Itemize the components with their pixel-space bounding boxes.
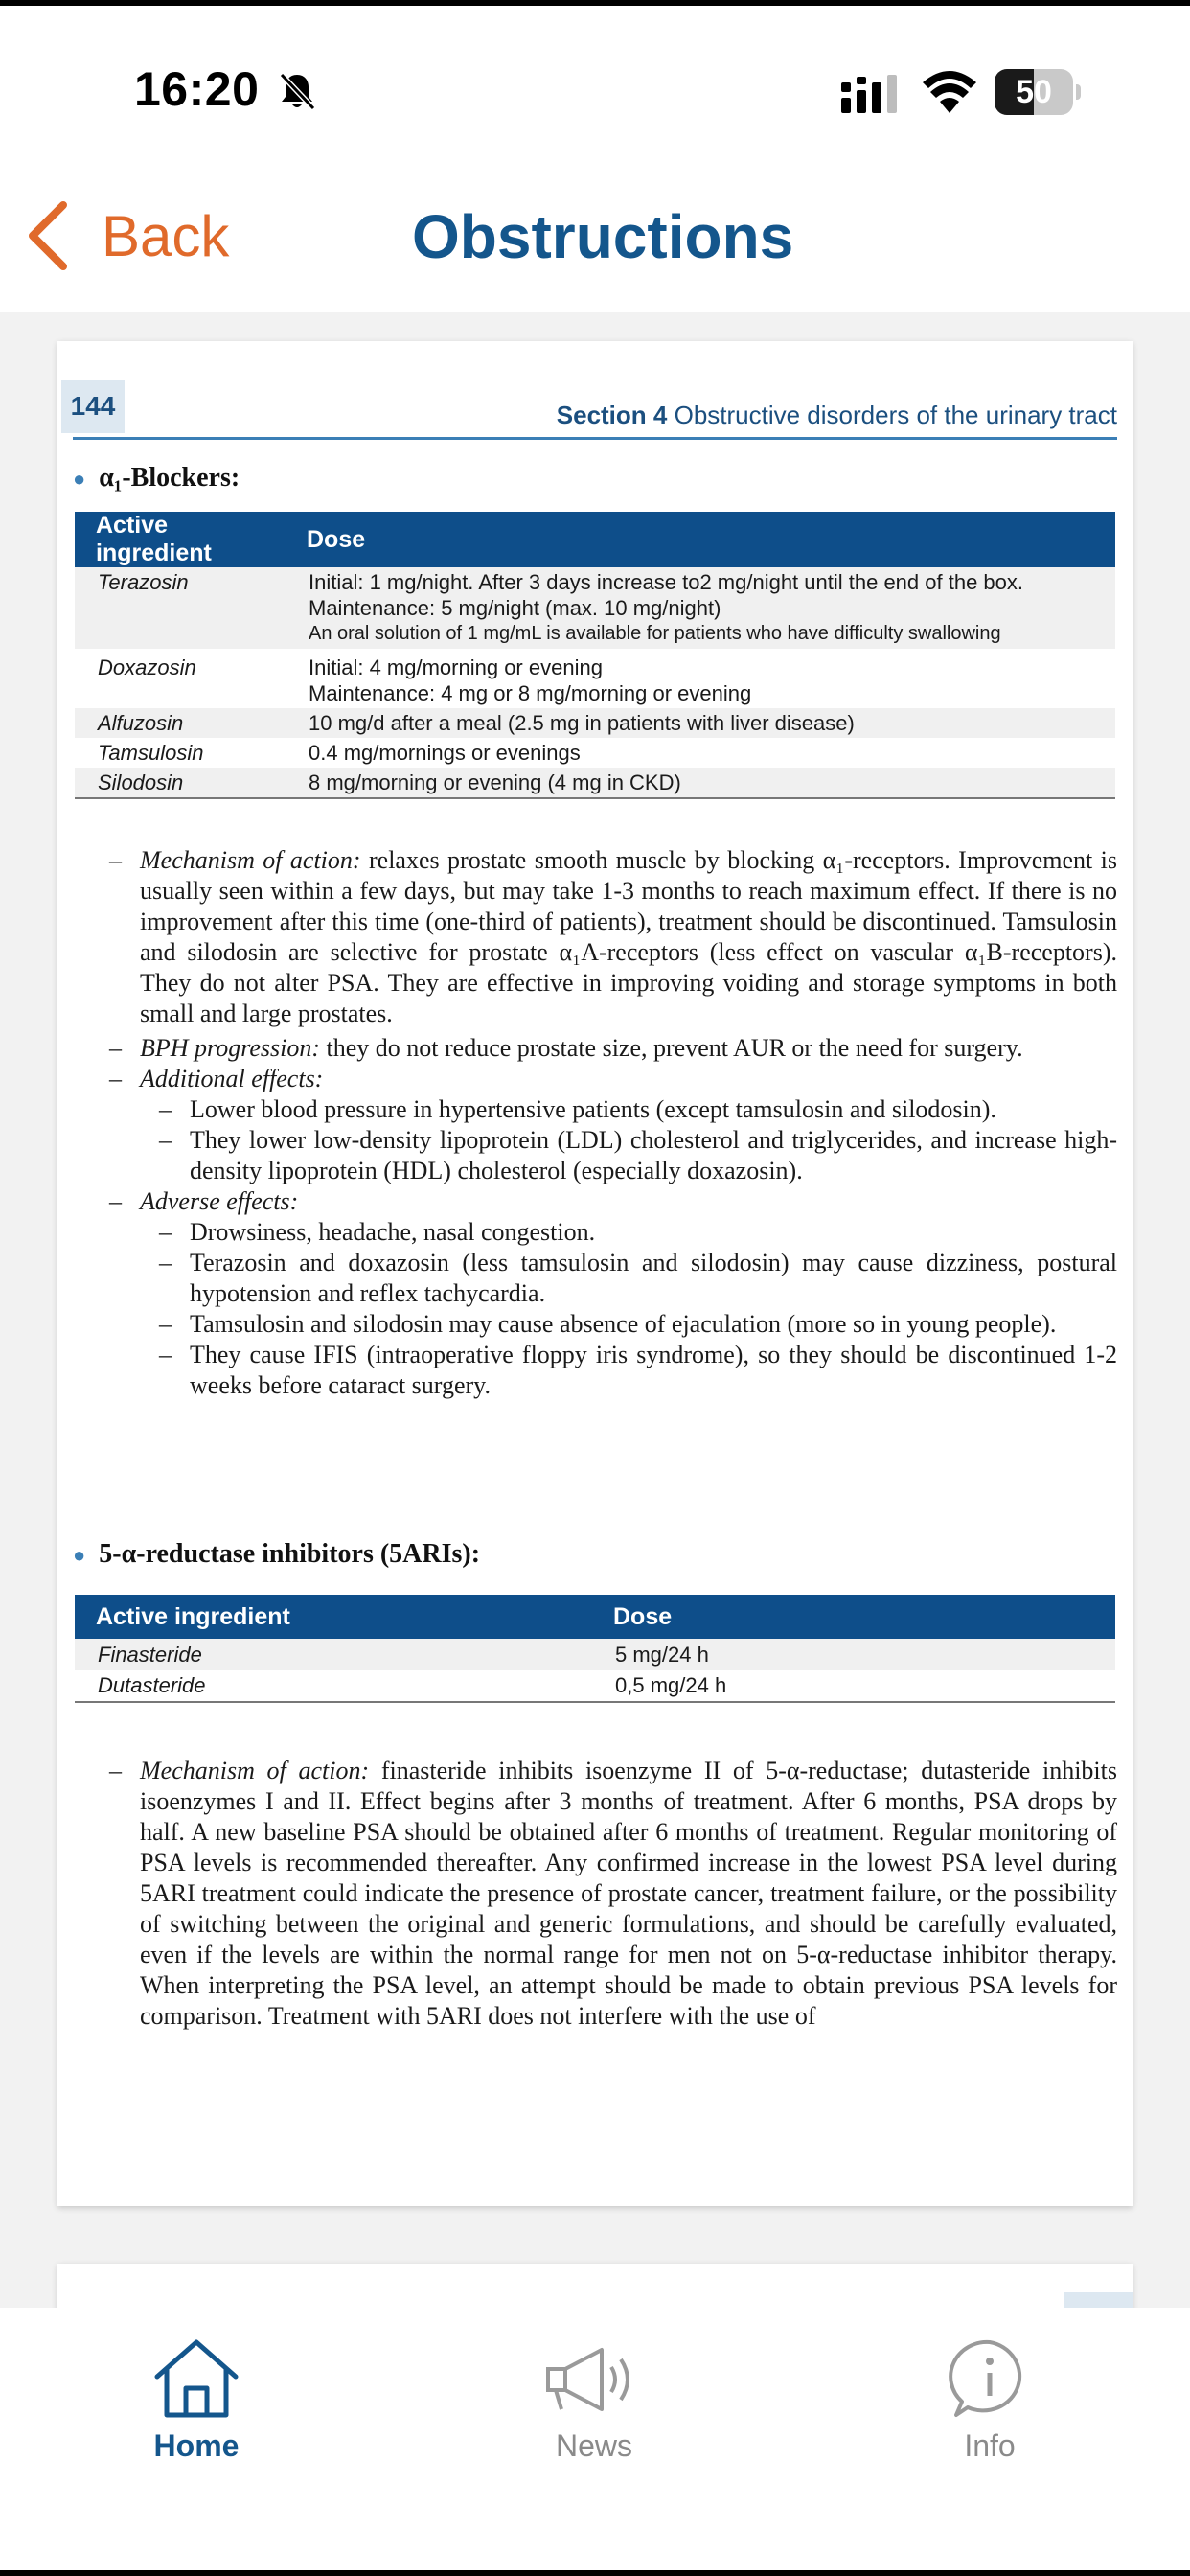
dose-line: An oral solution of 1 mg/mL is available for patients who have difficulty swallowing	[309, 623, 1001, 644]
signal-icon	[841, 75, 903, 113]
next-document-page	[57, 2264, 1133, 2308]
dose-cell: 8 mg/morning or evening (4 mg in CKD)	[286, 768, 1115, 798]
page-title: Obstructions	[412, 202, 794, 271]
list-item: – Additional effects:	[109, 1065, 324, 1092]
alpha-blockers-heading	[73, 463, 240, 494]
dose-cell	[286, 567, 1115, 649]
home-icon	[153, 2338, 240, 2419]
table-row	[75, 708, 1115, 738]
list-item: – BPH progression: they do not reduce prostate size, prevent AUR or the need for surgery.	[109, 1034, 1023, 1062]
bullet-icon: ●	[73, 1543, 86, 1567]
sub-list-item: – Tamsulosin and silodosin may cause absence of ejaculation (more so in young people).	[159, 1310, 1057, 1338]
section-header	[557, 401, 1117, 430]
chevron-left-icon	[23, 199, 71, 272]
back-button[interactable]	[23, 197, 229, 274]
progression-label: BPH progression:	[140, 1034, 321, 1062]
adverse-effect-text: Drowsiness, headache, nasal congestion.	[190, 1218, 596, 1246]
tab-home-label: Home	[153, 2428, 240, 2463]
sub-list-item: – Terazosin and doxazosin (less tamsulosin and silodosin) may cause dizziness, postural hypotension and reflex tachycardia.	[159, 1249, 1117, 1307]
back-label: Back	[102, 203, 230, 268]
table-row	[75, 1639, 1115, 1670]
sub-list-item: – They cause IFIS (intraoperative floppy iris syndrome), so they should be discontinued 1-2 weeks before cataract surgery.	[159, 1341, 1117, 1399]
alpha-heading-text: α₁-Blockers:	[99, 463, 240, 493]
table-header-row	[75, 512, 1115, 567]
ingredient-cell: Dutasteride	[75, 1670, 592, 1702]
status-bar	[0, 6, 1190, 159]
battery-icon	[995, 69, 1081, 115]
5ari-notes	[109, 1756, 1117, 2032]
adverse-effect-text: They cause IFIS (intraoperative floppy iris syndrome), so they should be discontinued 1-2 weeks before cataract surgery.	[190, 1341, 1117, 1399]
table-row	[75, 768, 1115, 798]
alpha-blockers-notes	[109, 845, 1117, 1401]
tab-news-label: News	[555, 2428, 632, 2463]
bottom-border	[0, 2570, 1190, 2576]
section-title: Obstructive disorders of the urinary tract	[674, 401, 1117, 429]
document-viewer[interactable]	[0, 312, 1190, 2308]
dose-line: Maintenance: 5 mg/night (max. 10 mg/night)	[309, 596, 721, 620]
alpha-blockers-table	[75, 512, 1115, 799]
section-label: Section 4	[556, 401, 668, 429]
navigation-bar	[0, 159, 1190, 312]
bell-slash-icon	[278, 71, 316, 111]
sub-list-item: – They lower low-density lipoprotein (LDL) cholesterol and triglycerides, and increase high-density lipoprotein (HDL) cholesterol (especially doxazosin).	[159, 1126, 1117, 1184]
wifi-icon	[923, 71, 976, 113]
dose-cell: 5 mg/24 h	[592, 1639, 1115, 1670]
table-row	[75, 649, 1115, 708]
table-header-cell: Dose	[286, 512, 1115, 567]
tab-bar	[0, 2308, 1190, 2566]
tab-info[interactable]	[894, 2325, 1086, 2478]
mechanism-text: finasteride inhibits isoenzyme II of 5-α-reductase; dutasteride inhibits isoenzymes I and II. Effect begins after 3 months of treatment. After 6 months, PSA drops by half. A new baseline PSA should be obtained after 6 months of treatment. Regular monitoring of PSA levels is recommended thereafter. Any confirmed increase in the lowest PSA level during 5ARI treatment could indicate the presence of prostate cancer, treatment failure, or the possibility of switching between the original and generic formulations, and should be carefully evaluated, even if the levels are within the normal range for men not on 5-α-reductase inhibitor therapy. When interpreting the PSA level, an attempt should be made to obtain previous PSA levels for comparison. Treatment with 5ARI does not interfere with the use of	[140, 1757, 1117, 2030]
table-row	[75, 738, 1115, 768]
table-header-cell: Active ingredient	[75, 512, 286, 567]
additional-effect-text: Lower blood pressure in hypertensive patients (except tamsulosin and silodosin).	[190, 1095, 996, 1123]
table-header-row	[75, 1595, 1115, 1639]
dose-line: Initial: 4 mg/morning or evening	[309, 656, 603, 679]
tab-info-label: Info	[964, 2428, 1016, 2463]
ingredient-cell: Terazosin	[75, 567, 286, 649]
status-time: 16:20	[134, 62, 260, 116]
list-item: – Mechanism of action: finasteride inhibits isoenzyme II of 5-α-reductase; dutasteride inhibits isoenzymes I and II. Effect begins after 3 months of treatment. After 6 months, PSA drops by half. A new baseline PSA should be obtained after 6 months of treatment. Regular monitoring of PSA levels is recommended thereafter. Any confirmed increase in the lowest PSA level during 5ARI treatment could indicate the presence of prostate cancer, treatment failure, or the possibility of switching between the original and generic formulations, and should be carefully evaluated, even if the levels are within the normal range for men not on 5-α-reductase inhibitor therapy. When interpreting the PSA level, an attempt should be made to obtain previous PSA levels for comparison. Treatment with 5ARI does not interfere with the use of	[109, 1757, 1117, 2030]
list-item: – Adverse effects:	[109, 1187, 299, 1215]
tab-home[interactable]	[101, 2325, 292, 2478]
table-header-cell: Dose	[592, 1595, 1115, 1639]
document-page	[57, 341, 1133, 2206]
dose-line: Initial: 1 mg/night. After 3 days increase to2 mg/night until the end of the box.	[309, 570, 1024, 594]
adverse-effect-text: Terazosin and doxazosin (less tamsulosin and silodosin) may cause dizziness, postural hypotension and reflex tachycardia.	[190, 1249, 1117, 1307]
additional-effect-text: They lower low-density lipoprotein (LDL) cholesterol and triglycerides, and increase high-density lipoprotein (HDL) cholesterol (especially doxazosin).	[190, 1126, 1117, 1184]
megaphone-icon	[544, 2338, 644, 2419]
ingredient-cell: Doxazosin	[98, 656, 196, 679]
5ari-heading	[73, 1539, 480, 1570]
dose-cell: 0,5 mg/24 h	[592, 1670, 1115, 1702]
list-item: – Mechanism of action: relaxes prostate smooth muscle by blocking α₁-receptors. Improvement is usually seen within a few days, but may take 1-3 months to reach maximum effect. If there is no improvement after this time (one-third of patients), treatment should be discontinued. Tamsulosin and silodosin are selective for prostate α₁A-receptors (less effect on vascular α₁B-receptors). They do not alter PSA. They are effective in improving voiding and storage symptoms in both small and large prostates.	[109, 846, 1118, 1027]
table-row	[75, 567, 1115, 649]
mechanism-label: Mechanism of action:	[140, 846, 361, 874]
battery-level: 50	[1016, 74, 1052, 110]
dose-cell	[286, 649, 1115, 708]
table-header-cell: Active ingredient	[75, 1595, 592, 1639]
section-rule	[73, 437, 1117, 440]
ingredient-cell: Alfuzosin	[75, 708, 286, 738]
adverse-effect-text: Tamsulosin and silodosin may cause absence of ejaculation (more so in young people).	[190, 1310, 1057, 1338]
page-number: 144	[61, 380, 125, 433]
progression-text: they do not reduce prostate size, prevent AUR or the need for surgery.	[326, 1034, 1023, 1062]
dose-cell: 10 mg/d after a meal (2.5 mg in patients with liver disease)	[286, 708, 1115, 738]
sub-list-item: – Lower blood pressure in hypertensive patients (except tamsulosin and silodosin).	[159, 1095, 996, 1123]
ingredient-cell: Finasteride	[75, 1639, 592, 1670]
dose-line: Maintenance: 4 mg or 8 mg/morning or evening	[309, 681, 752, 705]
page-number-tab	[1064, 2292, 1133, 2308]
ingredient-cell: Silodosin	[75, 768, 286, 798]
dose-cell: 0.4 mg/mornings or evenings	[309, 741, 581, 765]
5ari-table	[75, 1595, 1115, 1703]
mechanism-text: relaxes prostate smooth muscle by blocking α₁-receptors. Improvement is usually seen within a few days, but may take 1-3 months to reach maximum effect. If there is no improvement after this time (one-third of patients), treatment should be discontinued. Tamsulosin and silodosin are selective for prostate α₁A-receptors (less effect on vascular α₁B-receptors). They do not alter PSA. They are effective in improving voiding and storage symptoms in both small and large prostates.	[140, 846, 1118, 1027]
table-row	[75, 1670, 1115, 1702]
bullet-icon: ●	[73, 467, 86, 491]
tab-news[interactable]	[498, 2325, 690, 2478]
adverse-effects-label: Adverse effects:	[140, 1187, 299, 1215]
additional-effects-label: Additional effects:	[140, 1065, 324, 1092]
5ari-heading-text: 5-α-reductase inhibitors (5ARIs):	[99, 1539, 481, 1569]
ingredient-cell: Tamsulosin	[98, 741, 204, 765]
sub-list-item: – Drowsiness, headache, nasal congestion.	[159, 1218, 596, 1246]
mechanism-label: Mechanism of action:	[140, 1757, 370, 1784]
info-icon	[947, 2338, 1033, 2419]
